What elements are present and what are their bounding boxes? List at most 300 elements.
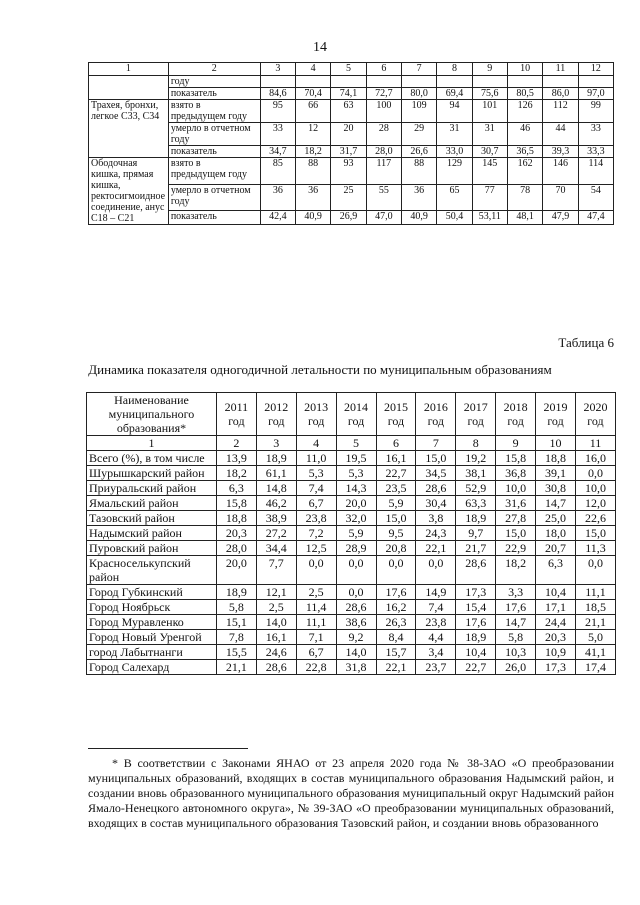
table-row xyxy=(87,645,616,660)
value-cell: 33,0 xyxy=(437,146,472,158)
value-cell: 14,0 xyxy=(256,615,296,630)
value-cell: 38,1 xyxy=(456,466,496,481)
value-cell xyxy=(472,76,507,88)
value-cell: 93 xyxy=(331,158,366,185)
value-cell: 46 xyxy=(507,123,542,146)
year-header-cell: 2018 год xyxy=(496,393,536,436)
value-cell: 39,3 xyxy=(543,146,578,158)
municipality-name-cell: Город Салехард xyxy=(87,660,217,675)
value-cell: 95 xyxy=(260,100,295,123)
value-cell: 18,9 xyxy=(216,585,256,600)
value-cell: 23,8 xyxy=(296,511,336,526)
value-cell: 18,9 xyxy=(456,630,496,645)
value-cell: 26,0 xyxy=(496,660,536,675)
table-row xyxy=(87,496,616,511)
value-cell: 5,3 xyxy=(336,466,376,481)
value-cell: 40,9 xyxy=(296,211,331,225)
value-cell: 0,0 xyxy=(376,556,416,585)
value-cell: 10,4 xyxy=(456,645,496,660)
value-cell: 23,8 xyxy=(416,615,456,630)
year-header-cell: 2019 год xyxy=(536,393,576,436)
value-cell: 86,0 xyxy=(543,88,578,100)
municipality-name-cell: Пуровский район xyxy=(87,541,217,556)
value-cell: 29 xyxy=(401,123,436,146)
value-cell: 14,3 xyxy=(336,481,376,496)
value-cell: 22,8 xyxy=(296,660,336,675)
value-cell: 17,1 xyxy=(536,600,576,615)
table-row xyxy=(87,585,616,600)
value-cell: 3,3 xyxy=(496,585,536,600)
value-cell: 6,3 xyxy=(536,556,576,585)
value-cell: 15,1 xyxy=(216,615,256,630)
column-index-cell: 5 xyxy=(331,63,366,76)
row-label-cell: году xyxy=(168,76,260,88)
value-cell: 9,7 xyxy=(456,526,496,541)
column-index-cell: 10 xyxy=(507,63,542,76)
value-cell: 97,0 xyxy=(578,88,613,100)
table-row xyxy=(87,556,616,585)
value-cell: 15,5 xyxy=(216,645,256,660)
value-cell: 65 xyxy=(437,184,472,211)
value-cell: 80,5 xyxy=(507,88,542,100)
value-cell: 14,7 xyxy=(536,496,576,511)
mortality-table-5 xyxy=(88,62,614,225)
value-cell xyxy=(331,76,366,88)
column-index-cell: 5 xyxy=(336,436,376,451)
value-cell: 0,0 xyxy=(336,556,376,585)
value-cell: 75,6 xyxy=(472,88,507,100)
value-cell: 28 xyxy=(366,123,401,146)
table-row xyxy=(87,511,616,526)
value-cell: 17,6 xyxy=(496,600,536,615)
value-cell: 27,2 xyxy=(256,526,296,541)
value-cell: 4,4 xyxy=(416,630,456,645)
municipality-name-cell: Город Муравленко xyxy=(87,615,217,630)
value-cell: 18,9 xyxy=(456,511,496,526)
value-cell: 99 xyxy=(578,100,613,123)
value-cell: 6,3 xyxy=(216,481,256,496)
column-index-cell: 11 xyxy=(575,436,615,451)
column-index-cell: 4 xyxy=(296,63,331,76)
row-label-cell: умерло в отчетном году xyxy=(168,123,260,146)
value-cell: 126 xyxy=(507,100,542,123)
row-group-cell: Трахея, бронхи, легкое С33, С34 xyxy=(89,100,169,158)
year-header-cell: 2011 год xyxy=(216,393,256,436)
value-cell: 9,2 xyxy=(336,630,376,645)
value-cell: 0,0 xyxy=(575,466,615,481)
value-cell: 16,0 xyxy=(575,451,615,466)
column-index-cell: 9 xyxy=(496,436,536,451)
value-cell: 20,0 xyxy=(336,496,376,511)
value-cell: 26,6 xyxy=(401,146,436,158)
value-cell: 54 xyxy=(578,184,613,211)
year-header-cell: 2017 год xyxy=(456,393,496,436)
value-cell: 44 xyxy=(543,123,578,146)
column-index-cell: 6 xyxy=(376,436,416,451)
value-cell: 30,8 xyxy=(536,481,576,496)
column-index-cell: 12 xyxy=(578,63,613,76)
table-row xyxy=(87,630,616,645)
value-cell: 40,9 xyxy=(401,211,436,225)
table-row xyxy=(89,158,614,185)
value-cell: 70 xyxy=(543,184,578,211)
value-cell: 24,4 xyxy=(536,615,576,630)
table-row xyxy=(87,600,616,615)
year-header-cell: 2016 год xyxy=(416,393,456,436)
value-cell: 22,6 xyxy=(575,511,615,526)
value-cell: 11,1 xyxy=(296,615,336,630)
row-label-cell: показатель xyxy=(168,146,260,158)
value-cell: 28,0 xyxy=(216,541,256,556)
value-cell: 100 xyxy=(366,100,401,123)
value-cell: 18,0 xyxy=(536,526,576,541)
value-cell: 3,4 xyxy=(416,645,456,660)
value-cell: 28,6 xyxy=(416,481,456,496)
value-cell: 70,4 xyxy=(296,88,331,100)
value-cell: 117 xyxy=(366,158,401,185)
value-cell: 6,7 xyxy=(296,645,336,660)
municipality-name-cell: Ямальский район xyxy=(87,496,217,511)
value-cell: 63,3 xyxy=(456,496,496,511)
year-header-cell: 2013 год xyxy=(296,393,336,436)
value-cell: 11,3 xyxy=(575,541,615,556)
value-cell: 48,1 xyxy=(507,211,542,225)
value-cell: 15,0 xyxy=(496,526,536,541)
value-cell: 69,4 xyxy=(437,88,472,100)
column-index-cell: 10 xyxy=(536,436,576,451)
year-header-cell: 2015 год xyxy=(376,393,416,436)
value-cell: 7,4 xyxy=(416,600,456,615)
table-label: Таблица 6 xyxy=(558,335,614,350)
value-cell: 94 xyxy=(437,100,472,123)
value-cell: 36 xyxy=(401,184,436,211)
value-cell: 85 xyxy=(260,158,295,185)
value-cell: 18,5 xyxy=(575,600,615,615)
value-cell: 12,1 xyxy=(256,585,296,600)
value-cell: 12,0 xyxy=(575,496,615,511)
table-row xyxy=(87,451,616,466)
value-cell: 15,4 xyxy=(456,600,496,615)
value-cell: 28,6 xyxy=(456,556,496,585)
value-cell: 17,3 xyxy=(536,660,576,675)
table-header-row xyxy=(89,63,614,76)
column-index-cell: 8 xyxy=(456,436,496,451)
value-cell: 31,8 xyxy=(336,660,376,675)
value-cell: 20,3 xyxy=(536,630,576,645)
value-cell: 17,6 xyxy=(376,585,416,600)
value-cell: 63 xyxy=(331,100,366,123)
value-cell: 34,5 xyxy=(416,466,456,481)
table-title: Динамика показателя одногодичной летальности по муниципальным образованиям xyxy=(88,362,552,377)
index-row xyxy=(87,436,616,451)
value-cell: 21,7 xyxy=(456,541,496,556)
value-cell: 5,0 xyxy=(575,630,615,645)
municipality-name-cell: Город Губкинский xyxy=(87,585,217,600)
municipality-name-cell: Шурышкарский район xyxy=(87,466,217,481)
value-cell xyxy=(437,76,472,88)
value-cell: 0,0 xyxy=(336,585,376,600)
value-cell: 55 xyxy=(366,184,401,211)
value-cell: 30,7 xyxy=(472,146,507,158)
value-cell: 20,7 xyxy=(536,541,576,556)
value-cell: 11,1 xyxy=(575,585,615,600)
value-cell: 12,5 xyxy=(296,541,336,556)
value-cell: 2,5 xyxy=(256,600,296,615)
row-group-cell xyxy=(89,76,169,100)
column-index-cell: 7 xyxy=(416,436,456,451)
value-cell: 8,4 xyxy=(376,630,416,645)
column-index-cell: 3 xyxy=(256,436,296,451)
value-cell: 17,6 xyxy=(456,615,496,630)
column-index-cell: 4 xyxy=(296,436,336,451)
value-cell xyxy=(260,76,295,88)
value-cell: 18,2 xyxy=(216,466,256,481)
table-row xyxy=(89,100,614,123)
value-cell: 34,4 xyxy=(256,541,296,556)
table-row xyxy=(87,660,616,675)
municipality-name-cell: Тазовский район xyxy=(87,511,217,526)
value-cell: 66 xyxy=(296,100,331,123)
value-cell: 146 xyxy=(543,158,578,185)
value-cell: 18,2 xyxy=(296,146,331,158)
value-cell: 21,1 xyxy=(575,615,615,630)
value-cell: 28,6 xyxy=(256,660,296,675)
value-cell: 19,5 xyxy=(336,451,376,466)
table-row xyxy=(87,481,616,496)
value-cell: 6,7 xyxy=(296,496,336,511)
value-cell: 14,8 xyxy=(256,481,296,496)
header-name-cell: Наименование муниципального образования* xyxy=(87,393,217,436)
value-cell: 38,6 xyxy=(336,615,376,630)
value-cell: 16,2 xyxy=(376,600,416,615)
value-cell: 24,3 xyxy=(416,526,456,541)
value-cell xyxy=(543,76,578,88)
value-cell: 17,3 xyxy=(456,585,496,600)
year-header-cell: 2020 год xyxy=(575,393,615,436)
footnote: * В соответствии с Законами ЯНАО от 23 апреля 2020 года № 38-ЗАО «О преобразовании муниципальных образований, входящих в состав муниципального образования Надымский район, и создании вновь образованного муниципального образования муниципальный округ Надымский район Ямало-Ненецкого автономного округа», № 39-ЗАО «О преобразовании муниципальных образований, входящих в состав муниципального образования Тазовский район, и создании вновь образованного xyxy=(88,756,614,830)
column-index-cell: 11 xyxy=(543,63,578,76)
table-row xyxy=(87,541,616,556)
value-cell: 25 xyxy=(331,184,366,211)
value-cell: 31,6 xyxy=(496,496,536,511)
value-cell xyxy=(366,76,401,88)
value-cell: 15,0 xyxy=(416,451,456,466)
municipality-name-cell: Приуральский район xyxy=(87,481,217,496)
footnote-divider xyxy=(88,748,248,749)
value-cell: 20,0 xyxy=(216,556,256,585)
value-cell: 61,1 xyxy=(256,466,296,481)
value-cell: 10,9 xyxy=(536,645,576,660)
value-cell: 36 xyxy=(260,184,295,211)
value-cell: 2,5 xyxy=(296,585,336,600)
municipality-name-cell: город Лабытнанги xyxy=(87,645,217,660)
value-cell: 22,1 xyxy=(416,541,456,556)
value-cell: 0,0 xyxy=(296,556,336,585)
value-cell: 22,9 xyxy=(496,541,536,556)
value-cell: 0,0 xyxy=(575,556,615,585)
value-cell: 38,9 xyxy=(256,511,296,526)
column-index-cell: 1 xyxy=(87,436,217,451)
value-cell: 22,7 xyxy=(456,660,496,675)
value-cell: 47,9 xyxy=(543,211,578,225)
row-label-cell: взято в предыдущем году xyxy=(168,100,260,123)
value-cell: 33 xyxy=(578,123,613,146)
value-cell: 15,0 xyxy=(376,511,416,526)
municipality-name-cell: Всего (%), в том числе xyxy=(87,451,217,466)
municipality-name-cell: Надымский район xyxy=(87,526,217,541)
row-label-cell: показатель xyxy=(168,88,260,100)
value-cell xyxy=(401,76,436,88)
value-cell: 24,6 xyxy=(256,645,296,660)
year-header-cell: 2012 год xyxy=(256,393,296,436)
value-cell: 145 xyxy=(472,158,507,185)
value-cell: 77 xyxy=(472,184,507,211)
column-index-cell: 2 xyxy=(216,436,256,451)
value-cell: 18,2 xyxy=(496,556,536,585)
value-cell: 47,4 xyxy=(578,211,613,225)
value-cell: 112 xyxy=(543,100,578,123)
value-cell: 39,1 xyxy=(536,466,576,481)
value-cell: 20 xyxy=(331,123,366,146)
value-cell: 46,2 xyxy=(256,496,296,511)
value-cell: 16,1 xyxy=(256,630,296,645)
value-cell: 36,5 xyxy=(507,146,542,158)
value-cell: 19,2 xyxy=(456,451,496,466)
value-cell: 88 xyxy=(296,158,331,185)
value-cell: 74,1 xyxy=(331,88,366,100)
value-cell: 9,5 xyxy=(376,526,416,541)
value-cell: 22,1 xyxy=(376,660,416,675)
value-cell: 114 xyxy=(578,158,613,185)
value-cell: 31 xyxy=(437,123,472,146)
value-cell: 15,0 xyxy=(575,526,615,541)
value-cell: 25,0 xyxy=(536,511,576,526)
value-cell: 5,9 xyxy=(376,496,416,511)
value-cell: 88 xyxy=(401,158,436,185)
value-cell: 72,7 xyxy=(366,88,401,100)
value-cell: 26,9 xyxy=(331,211,366,225)
value-cell: 36,8 xyxy=(496,466,536,481)
value-cell: 34,7 xyxy=(260,146,295,158)
row-group-cell: Ободочная кишка, прямая кишка, ректосигмоидное соединение, анус С18 – С21 xyxy=(89,158,169,225)
value-cell: 15,8 xyxy=(496,451,536,466)
value-cell: 26,3 xyxy=(376,615,416,630)
column-index-cell: 2 xyxy=(168,63,260,76)
value-cell: 31 xyxy=(472,123,507,146)
value-cell: 36 xyxy=(296,184,331,211)
value-cell: 18,8 xyxy=(536,451,576,466)
value-cell: 78 xyxy=(507,184,542,211)
value-cell: 41,1 xyxy=(575,645,615,660)
table-row xyxy=(87,615,616,630)
value-cell xyxy=(578,76,613,88)
column-index-cell: 7 xyxy=(401,63,436,76)
value-cell: 5,3 xyxy=(296,466,336,481)
value-cell: 47,0 xyxy=(366,211,401,225)
value-cell: 14,7 xyxy=(496,615,536,630)
value-cell: 80,0 xyxy=(401,88,436,100)
value-cell: 50,4 xyxy=(437,211,472,225)
mortality-by-municipality-table xyxy=(86,392,616,675)
column-index-cell: 3 xyxy=(260,63,295,76)
value-cell: 23,7 xyxy=(416,660,456,675)
value-cell: 7,4 xyxy=(296,481,336,496)
value-cell: 28,6 xyxy=(336,600,376,615)
value-cell: 84,6 xyxy=(260,88,295,100)
table-row xyxy=(87,466,616,481)
value-cell: 0,0 xyxy=(416,556,456,585)
value-cell: 7,1 xyxy=(296,630,336,645)
value-cell: 15,8 xyxy=(216,496,256,511)
municipality-name-cell: Город Ноябрьск xyxy=(87,600,217,615)
value-cell: 162 xyxy=(507,158,542,185)
value-cell: 33,3 xyxy=(578,146,613,158)
column-index-cell: 8 xyxy=(437,63,472,76)
value-cell: 20,8 xyxy=(376,541,416,556)
value-cell: 30,4 xyxy=(416,496,456,511)
column-index-cell: 9 xyxy=(472,63,507,76)
row-label-cell: умерло в отчетном году xyxy=(168,184,260,211)
value-cell: 5,8 xyxy=(216,600,256,615)
value-cell: 101 xyxy=(472,100,507,123)
row-label-cell: показатель xyxy=(168,211,260,225)
value-cell: 7,2 xyxy=(296,526,336,541)
value-cell: 14,9 xyxy=(416,585,456,600)
value-cell: 18,8 xyxy=(216,511,256,526)
value-cell: 5,9 xyxy=(336,526,376,541)
value-cell: 5,8 xyxy=(496,630,536,645)
value-cell: 53,11 xyxy=(472,211,507,225)
municipality-name-cell: Красноселькупский район xyxy=(87,556,217,585)
page-number: 14 xyxy=(313,40,327,55)
value-cell: 31,7 xyxy=(331,146,366,158)
table-row xyxy=(89,76,614,88)
value-cell xyxy=(296,76,331,88)
value-cell: 12 xyxy=(296,123,331,146)
value-cell: 17,4 xyxy=(575,660,615,675)
row-label-cell: взято в предыдущем году xyxy=(168,158,260,185)
municipality-name-cell: Город Новый Уренгой xyxy=(87,630,217,645)
column-index-cell: 6 xyxy=(366,63,401,76)
value-cell: 10,3 xyxy=(496,645,536,660)
value-cell: 33 xyxy=(260,123,295,146)
value-cell: 15,7 xyxy=(376,645,416,660)
value-cell: 32,0 xyxy=(336,511,376,526)
value-cell: 10,0 xyxy=(496,481,536,496)
value-cell: 14,0 xyxy=(336,645,376,660)
value-cell: 42,4 xyxy=(260,211,295,225)
value-cell: 10,0 xyxy=(575,481,615,496)
value-cell: 11,0 xyxy=(296,451,336,466)
value-cell: 129 xyxy=(437,158,472,185)
value-cell: 3,8 xyxy=(416,511,456,526)
value-cell: 20,3 xyxy=(216,526,256,541)
value-cell: 7,8 xyxy=(216,630,256,645)
value-cell: 52,9 xyxy=(456,481,496,496)
value-cell: 22,7 xyxy=(376,466,416,481)
value-cell: 109 xyxy=(401,100,436,123)
value-cell: 7,7 xyxy=(256,556,296,585)
value-cell: 13,9 xyxy=(216,451,256,466)
value-cell: 18,9 xyxy=(256,451,296,466)
value-cell: 27,8 xyxy=(496,511,536,526)
value-cell: 21,1 xyxy=(216,660,256,675)
value-cell: 28,9 xyxy=(336,541,376,556)
value-cell: 16,1 xyxy=(376,451,416,466)
column-index-cell: 1 xyxy=(89,63,169,76)
value-cell: 10,4 xyxy=(536,585,576,600)
value-cell xyxy=(507,76,542,88)
